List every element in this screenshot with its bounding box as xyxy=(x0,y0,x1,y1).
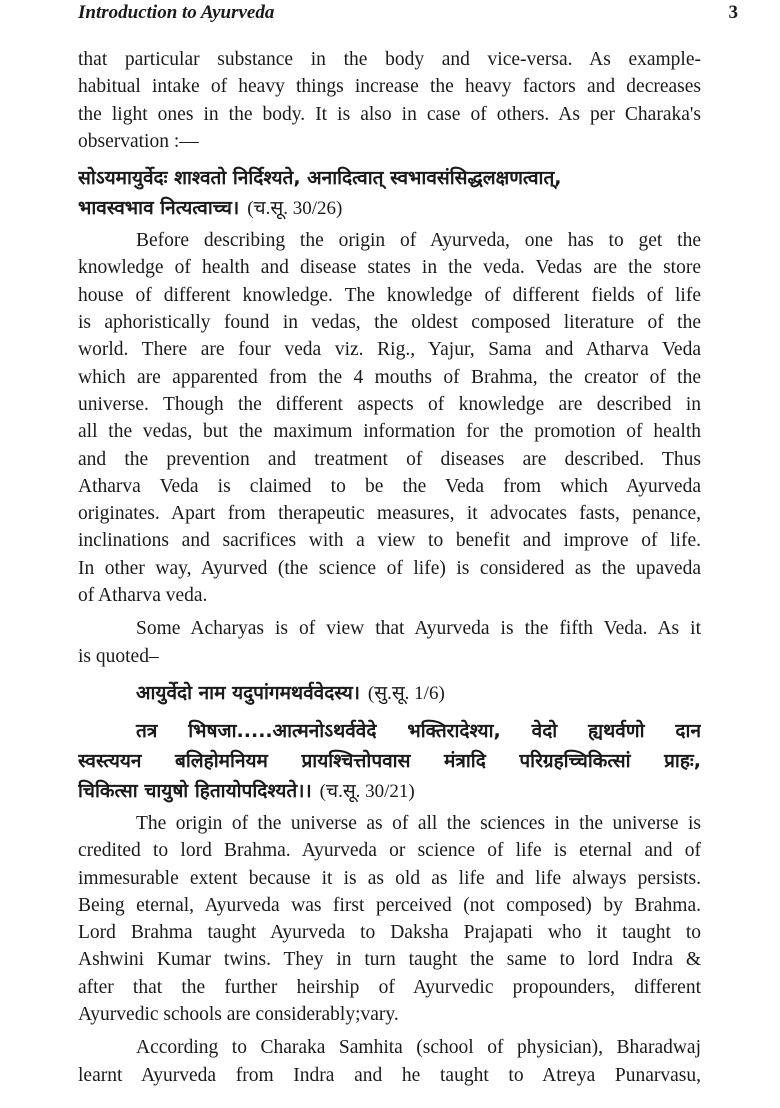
text-line: of Atharva veda. xyxy=(78,585,208,607)
text-line: Lord Brahma taught Ayurveda to Daksha Prajapati who it taught to xyxy=(78,922,701,944)
text-line: habitual intake of heavy things increase the heavy factors and decreases xyxy=(78,76,701,98)
text-line: world. There are four veda viz. Rig., Yajur, Sama and Atharva Veda xyxy=(78,339,701,361)
paragraph xyxy=(78,46,701,155)
verse-line xyxy=(78,163,701,193)
paragraph xyxy=(78,227,701,609)
verse-line xyxy=(78,716,701,746)
text-line: universe. Though the different aspects of knowledge are described in xyxy=(78,393,701,415)
running-title: Introduction to Ayurveda xyxy=(78,2,275,23)
text-line: is aphoristically found in vedas, the oldest composed literature of the xyxy=(78,312,701,334)
sanskrit-verse xyxy=(78,163,701,223)
text-line: house of different knowledge. The knowledge of different fields of life xyxy=(78,284,701,306)
verse-reference: (सु.सू. 1/6) xyxy=(367,682,445,704)
verse-text: भावस्वभाव नित्यत्वाच्च। xyxy=(78,197,240,220)
verse-reference: (च.सू. 30/21) xyxy=(319,780,415,802)
text-line: is quoted– xyxy=(78,645,159,667)
text-line: and the prevention and treatment of diseases are described. Thus xyxy=(78,448,701,470)
verse-line xyxy=(78,193,701,223)
verse-line xyxy=(78,776,701,806)
text-line: learnt Ayurveda from Indra and he taught to Atreya Punarvasu, xyxy=(78,1064,701,1086)
sanskrit-verse xyxy=(78,716,701,806)
page-number: 3 xyxy=(728,2,738,23)
text-line: Some Acharyas is of view that Ayurveda is the fifth Veda. As it xyxy=(136,618,701,640)
paragraph xyxy=(78,615,701,670)
text-line: Being eternal, Ayurveda was first perceived (not composed) by Brahma. xyxy=(78,894,701,916)
text-line: The origin of the universe as of all the sciences in the universe is xyxy=(136,812,701,834)
text-line: observation :— xyxy=(78,130,199,152)
verse-text: तत्र भिषजा.....आत्मनोऽथर्ववेदे भक्तिरादेश्या, वेदो ह्यथर्वणो दान xyxy=(136,719,701,742)
text-line: credited to lord Brahma. Ayurveda or science of life is eternal and of xyxy=(78,840,701,862)
running-header xyxy=(78,2,738,28)
verse-text: स्वस्त्ययन बलिहोमनियम प्रायश्चित्तोपवास मंत्रादि परिग्रहच्चिकित्सां प्राहः, xyxy=(78,749,701,772)
paragraph xyxy=(78,810,701,1028)
verse-reference: (च.सू. 30/26) xyxy=(247,198,343,220)
text-line: Ashwini Kumar twins. They in turn taught the same to lord Indra & xyxy=(78,949,701,971)
paragraph xyxy=(78,1034,701,1089)
verse-text: चिकित्सा चायुषो हितायोपदिश्यते।। xyxy=(78,779,312,802)
text-line: In other way, Ayurved (the science of life) is considered as the upaveda xyxy=(78,557,701,579)
text-line: According to Charaka Samhita (school of physician), Bharadwaj xyxy=(136,1037,701,1059)
verse-text: आयुर्वेदो नाम यदुपांगमथर्ववेदस्य। xyxy=(136,681,360,704)
text-line: the light ones in the body. It is also in case of others. As per Charaka's xyxy=(78,103,701,125)
text-line: that particular substance in the body and vice-versa. As example- xyxy=(78,49,701,70)
text-line: Before describing the origin of Ayurveda, one has to get the xyxy=(136,230,701,252)
text-line: immesurable extent because it is as old as life and life always persists. xyxy=(78,867,701,889)
text-line: originates. Apart from therapeutic measures, it advocates fasts, penance, xyxy=(78,503,701,525)
page-body xyxy=(78,46,701,1089)
text-line: Atharva Veda is claimed to be the Veda from which Ayurveda xyxy=(78,475,701,497)
text-line: knowledge of health and disease states in the veda. Vedas are the store xyxy=(78,257,701,279)
text-line: Ayurvedic schools are considerably;vary. xyxy=(78,1004,399,1026)
text-line: all the vedas, but the maximum information for the promotion of health xyxy=(78,421,701,443)
text-line: after that the further heirship of Ayurvedic propounders, different xyxy=(78,976,701,998)
text-line: inclinations and sacrifices with a view to benefit and improve of life. xyxy=(78,530,701,552)
verse-text: सोऽयमायुर्वेदः शाश्वतो निर्दिश्यते, अनादित्वात् स्वभावसंसिद्धलक्षणत्वात्, xyxy=(78,167,562,190)
verse-line xyxy=(78,746,701,776)
verse-line xyxy=(78,678,701,708)
sanskrit-verse xyxy=(78,678,701,708)
text-line: which are apparented from the 4 mouths of Brahma, the creator of the xyxy=(78,366,701,388)
